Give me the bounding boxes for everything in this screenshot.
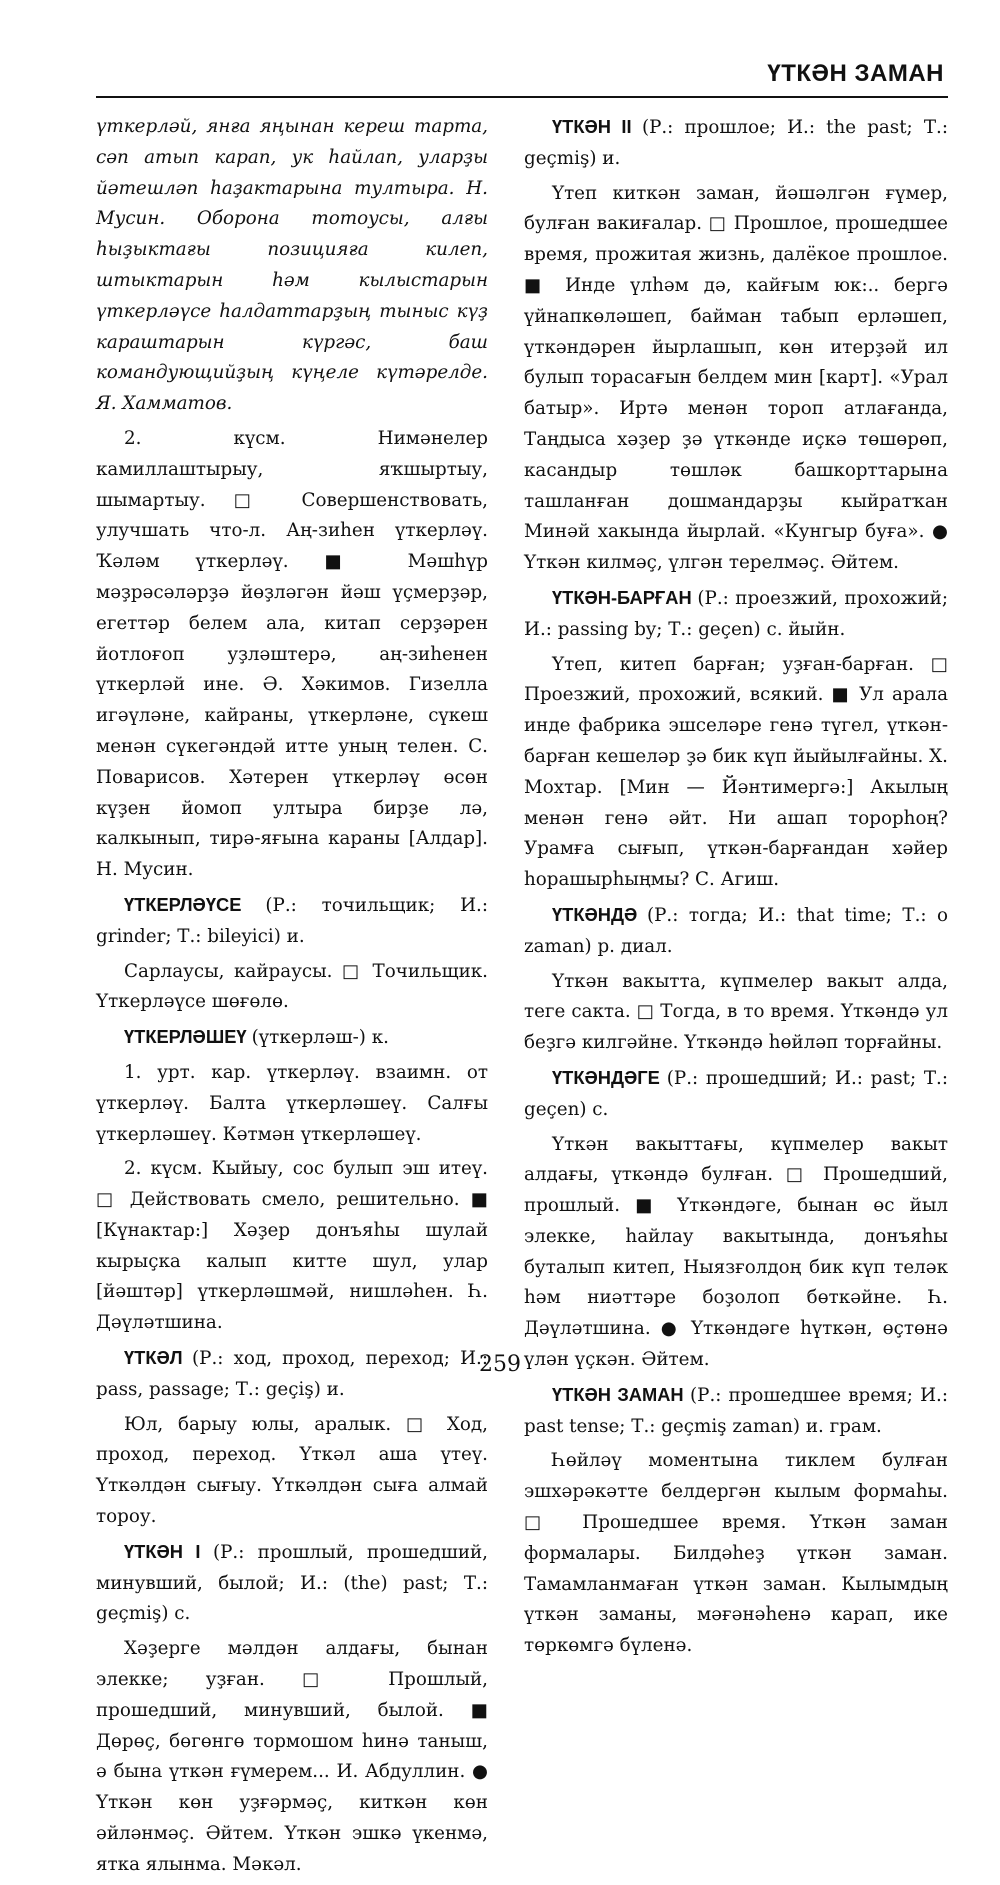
headword: ҮТКӘН I — [124, 1540, 213, 1562]
headword: ҮТКЕРЛӘШЕҮ — [124, 1026, 252, 1048]
headword: ҮТКӘН ЗАМАН — [552, 1383, 691, 1405]
sense-paragraph: 2. күсм. Кыйыу, сос булып эш итеү. □ Действовать смело, решительно. ■ [Күнактар:] Хәҙер донъяһы шулай кырыҫка калып китте шул, улар [йәштәр] үткерләшмәй, нишләһен. Һ. Дәүләтшина. — [96, 1158, 488, 1334]
definition-paragraph: Үтеп, китеп барған; уҙған-барған. □ Проезжий, прохожий, всякий. ■ Ул арала инде фабрика эшселәре генә түгел, үткән-барған кешеләр ҙә бик күп йыйылғайны. Х. Мохтар. [Мин — Йәнтимергә:] Акылың менән генә әйт. Ни ашап торорһоң? Урамға сығып, үткән-бaрғандан хәйер һорашырһыңмы? С. Агиш. — [524, 653, 948, 891]
headword-gloss: (Р.: ход, проход, переход; И.: pass, passage; Т.: geçiş) и. — [96, 1348, 488, 1400]
definition-paragraph: Хәҙерге мәлдән алдағы, бынан элекке; уҙған. □ Прошлый, прошедший, минувший, былой. ■ Дөрөҫ, бөгөнгө тормошом һинә таныш, ә бына үткән ғүмерем... И. Абдуллин. ● Үткән көн уҙғәрмәҫ, киткән көн әйләнмәҫ. Әйтем. Үткән эшкә үкенмә, ятка ялынма. Мәкәл. — [96, 1638, 488, 1875]
headword: ҮТКӘЛ — [124, 1347, 193, 1369]
headword-gloss: (Р.: точильщик; И.: grinder; Т.: bileyici) и. — [96, 894, 488, 947]
headword: ҮТКӘН II — [552, 116, 642, 137]
left-column — [96, 112, 488, 1885]
right-column — [524, 112, 948, 1666]
running-head: ҮТКӘН ЗАМАН — [767, 60, 944, 87]
definition-paragraph: Һөйләү моментына тиклем булған эшхәрәкәтте белдергән кылым формаһы. □ Прошедшее время. Үткән заман формалары. Билдәһеҙ үткән заман. Тамамланмаған үткән заман. Кылымдың үткән заманы, мәғәнәһенә карап, ике төркөмгә бүленә. — [524, 1450, 948, 1657]
entry-continuation: үткерләй, янға яңынан кереш тарта, сәп атып карап, ук һайлап, уларҙы йәтешләп һаҙактарына тултыра. Н. Мусин. Оборона тотоусы, алғы һыҙыктағы позицияға килеп, штыктарын һәм кылыстарын үткерләүсе һалдаттарҙың тыныс күҙ караштарын күргәс, баш командующийҙың күңеле күтәрелде. Я. Хамматов. — [96, 116, 488, 415]
headword-gloss: (Р.: прошлое; И.: the past; Т.: geçmiş) и. — [524, 117, 948, 169]
headword-entry — [96, 1537, 488, 1630]
headword-entry — [524, 583, 948, 646]
header-rule — [96, 96, 948, 98]
headword-entry — [524, 1063, 948, 1126]
headword: ҮТКӘНДӘГЕ — [552, 1066, 667, 1088]
headword: ҮТКӘН-БАРҒАН — [552, 586, 698, 608]
definition-paragraph: Юл, барыу юлы, аралык. □ Ход, проход, переход. Үткәл аша үтеү. Үткәлдән сығыу. Үткәлдән сыға алмай тороу. — [96, 1413, 488, 1528]
headword-gloss: (Р.: прошедшее время; И.: past tense; Т.: geçmiş zaman) и. грам. — [524, 1384, 948, 1437]
headword: ҮТКӘНДӘ — [552, 903, 647, 925]
sense-paragraph: 1. урт. кар. үткерләү. взаимн. от үткерләү. Балта үткерләшеү. Салғы үткерләшеү. Кәтмән үткерләшеү. — [96, 1061, 488, 1145]
sense-paragraph: 2. күсм. Нимәнелер камиллаштырыу, яҡшыртыу, шымартыу. □ Совершенствовать, улучшать что-л. Аң-зиһен үткерләү. Ҡәләм үткерләү. ■ Мәшһүр мәҙрәсәләрҙә йөҙләгән йәш үҫмерҙәр, егеттәр белем ала, китап серҙәрен йотлоғоп уҙләштерә, аң-зиһенен үткерләй ине. Ә. Хәкимов. Гизелла игәүләне, кайраны, үткерләне, сүкеш менән сүкегәндәй итте уның телен. С. Поварисов. Хәтерен үткерләү өсөн күҙен йомоп ултыра бирҙе лә, калкынып, тирә-яғына караны [Алдар]. Н. Мусин. — [96, 427, 488, 881]
headword-gloss: (Р.: проезжий, прохожий; И.: passing by; Т.: geçen) с. йыйн. — [524, 587, 948, 640]
headword: ҮТКЕРЛӘҮСЕ — [124, 893, 266, 915]
headword-entry — [96, 890, 488, 953]
definition-paragraph: Үткән вакыттағы, күпмелер вакыт алдағы, үткәндә булған. □ Прошедший, прошлый. ■ Үткәндәге, бынан өс йыл элекке, һайлау вакытында, донъяһы буталып китеп, Ныязғолдоң бик күп теләк һәм ниәттәре боҙолоп бөткәйне. Һ. Дәүләтшина. ● Үткәндәге һүткән, өҫтөнә үлән үҫкән. Әйтем. — [524, 1133, 948, 1371]
headword-gloss: (Р.: тогда; И.: that time; Т.: o zaman) р. диал. — [524, 904, 948, 957]
definition-paragraph: Үткән вакытта, күпмелер вакыт алда, теге сакта. □ Тогда, в то время. Үткәндә ул беҙгә килгәйне. Үткәндә һөйләп торғайны. — [524, 970, 948, 1054]
headword-gloss: (Р.: прошедший; И.: past; Т.: geçen) с. — [524, 1067, 948, 1120]
headword-entry — [524, 112, 948, 175]
headword-entry — [524, 1380, 948, 1443]
headword-gloss: (Р.: прошлый, прошедший, минувший, былой; И.: (the) past; Т.: geçmiş) с. — [96, 1541, 488, 1625]
definition-paragraph: Сарлаусы, кайраусы. □ Точильщик. Үткерләүсе шөғөлө. — [96, 960, 488, 1013]
definition-paragraph: Үтеп киткән заман, йәшәлгән ғүмер, булған вакиғалар. □ Прошлое, прошедшее время, прожитая жизнь, далёкое прошлое. ■ Инде үлһәм дә, кайғым юк:.. бергә үйнапкөләшеп, байман табып ерләшеп, үткәндәрен йырлашып, көн итерҙәй ил булып торасағын белдем мин [карт]. «Урал батыр». Иртә менән тороп атлағанда, Таңдыса хәҙер ҙә үткәнде иҫкә төшөрөп, касандыр төшләк башкорттарына ташланған дошмандарҙы кыйратҡан Минәй хакында йырлай. «Кунгыр буға». ● Үткән килмәҫ, үлгән терелмәҫ. Әйтем. — [524, 182, 948, 574]
headword-entry — [524, 900, 948, 963]
headword-entry — [96, 1022, 488, 1054]
headword-gloss: (үткерләш-) к. — [251, 1027, 389, 1049]
page-number: 259 — [479, 1352, 521, 1377]
